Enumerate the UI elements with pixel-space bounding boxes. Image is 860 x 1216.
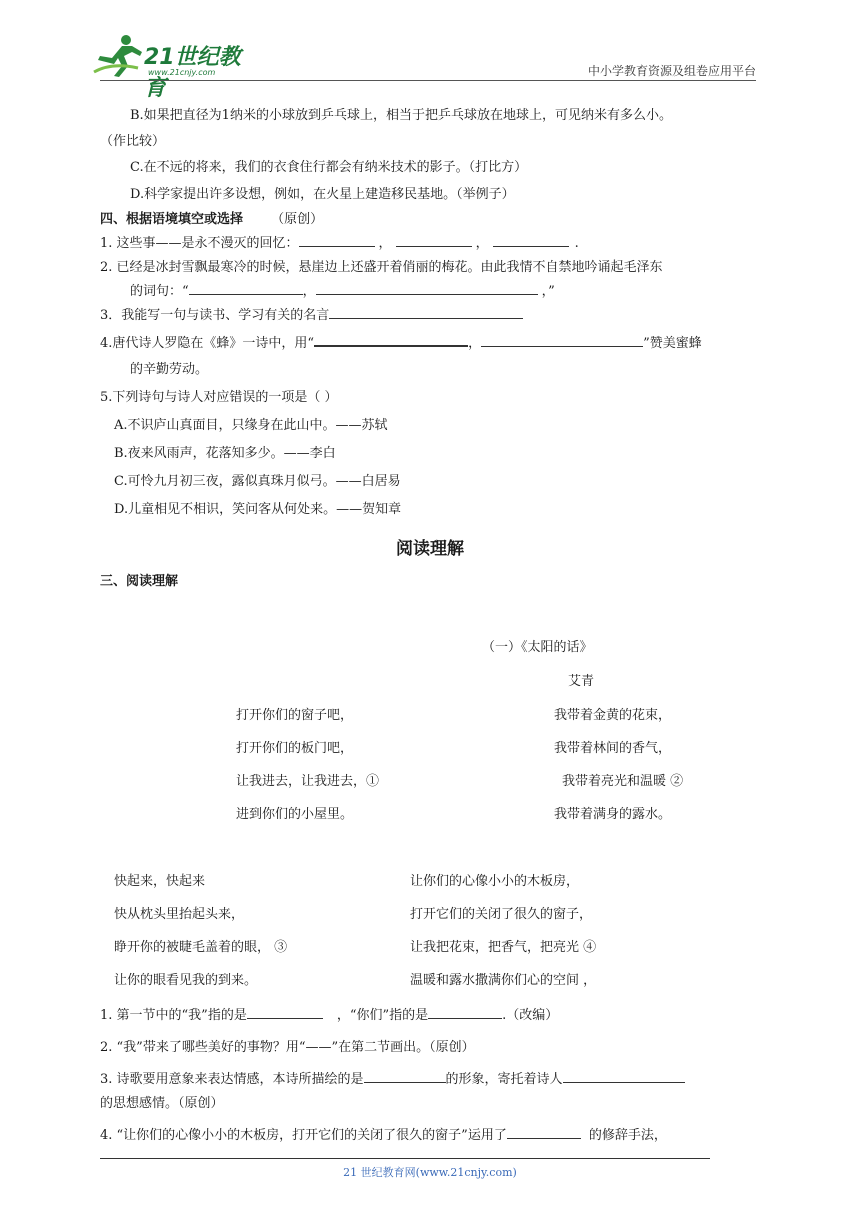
poem-line: 快从枕头里抬起头来，	[114, 907, 245, 922]
blank[interactable]	[364, 1070, 446, 1083]
poem-author: 艾青	[568, 674, 595, 689]
separator: ，	[378, 236, 392, 251]
poem-line: 我带着满身的露水。	[554, 807, 672, 822]
s4-q4-text: 4.唐代诗人罗隐在《蜂》一诗中，用“	[100, 336, 315, 351]
poem-line: 让你们的心像小小的木板房，	[410, 874, 580, 889]
r-q1-text-2: ，“你们”指的是	[336, 1008, 429, 1023]
period: .	[574, 236, 579, 251]
poem-line: 我带着亮光和温暖 ②	[562, 774, 684, 789]
logo-url: www.21cnjy.com	[148, 68, 216, 77]
reading-question-2: 2. “我”带来了哪些美好的事物？用“——”在第二节画出。（原创）	[100, 1040, 475, 1055]
option-b-line1: B.如果把直径为1纳米的小球放到乒乓球上，相当于把乒乓球放在地球上，可见纳米有多么小。	[130, 108, 672, 123]
section4-heading	[100, 208, 323, 227]
poem-line: 快起来，快起来	[114, 874, 206, 889]
poem-line: 打开它们的关闭了很久的窗子，	[410, 907, 593, 922]
running-figure-icon	[92, 32, 146, 78]
r-q3-text-2: 的形象，寄托着诗人	[445, 1072, 563, 1087]
site-logo	[92, 32, 262, 101]
blank[interactable]	[493, 234, 569, 247]
header-divider	[100, 80, 756, 81]
s4-q5-option-b[interactable]: B.夜来风雨声，花落知多少。——李白	[114, 446, 336, 461]
platform-name: 中小学教育资源及组卷应用平台	[587, 64, 756, 78]
blank[interactable]	[299, 234, 375, 247]
blank[interactable]	[481, 334, 643, 347]
s4-question-4-line2: 的辛勤劳动。	[130, 362, 209, 377]
s4-question-2-line2	[130, 280, 555, 299]
option-c: C.在不远的将来，我们的衣食住行都会有纳米技术的影子。（打比方）	[130, 160, 528, 175]
option-b-line2: （作比较）	[100, 134, 166, 149]
reading-section-title: 三、阅读理解	[100, 574, 179, 589]
poem-line: 进到你们的小屋里。	[236, 807, 354, 822]
poem-line: 温暖和露水撒满你们心的空间 ，	[410, 973, 597, 988]
s4-question-4	[100, 332, 702, 351]
s4-q5-option-c[interactable]: C.可怜九月初三夜，露似真珠月似弓。——白居易	[114, 474, 401, 489]
poem-line: 打开你们的窗子吧，	[236, 708, 354, 723]
r-q1-end: .（改编）	[502, 1008, 559, 1023]
blank[interactable]	[316, 282, 538, 295]
closing-quote: ，”	[541, 284, 555, 299]
blank[interactable]	[314, 333, 468, 347]
blank[interactable]	[189, 282, 303, 295]
reading-question-4	[100, 1124, 667, 1143]
blank[interactable]	[428, 1006, 502, 1019]
reading-question-3-line2: 的思想感情。（原创）	[100, 1096, 224, 1111]
separator: ，	[302, 284, 316, 299]
r-q1-text: 1. 第一节中的“我”指的是	[100, 1008, 247, 1023]
s4-q1-text: 1. 这些事——是永不漫灭的回忆：	[100, 236, 299, 251]
s4-q2-text: 的词句：“	[130, 284, 189, 299]
section4-note: （原创）	[271, 212, 324, 227]
s4-question-3	[100, 304, 523, 323]
blank[interactable]	[507, 1126, 581, 1139]
s4-question-1	[100, 232, 579, 251]
logo-text: 21世纪教育	[144, 45, 241, 101]
r-q4-text-2: 的修辞手法，	[588, 1128, 667, 1143]
poem-title: （一）《太阳的话》	[482, 640, 593, 655]
reading-question-3	[100, 1068, 685, 1087]
s4-q4-end: ”赞美蜜蜂	[643, 336, 702, 351]
separator: ，	[468, 336, 482, 351]
reading-question-1	[100, 1004, 558, 1023]
blank[interactable]	[563, 1070, 685, 1083]
poem-line: 让你的眼看见我的到来。	[114, 973, 258, 988]
s4-question-5: 5.下列诗句与诗人对应错误的一项是（ ）	[100, 390, 338, 405]
poem-line: 让我进去，让我进去，①	[236, 774, 380, 789]
blank[interactable]	[247, 1006, 323, 1019]
poem-line: 让我把花束，把香气，把亮光 ④	[410, 940, 597, 955]
poem-line: 我带着金黄的花束，	[554, 708, 672, 723]
blank[interactable]	[329, 306, 523, 319]
s4-q5-option-d[interactable]: D.儿童相见不相识，笑问客从何处来。——贺知章	[114, 502, 402, 517]
reading-center-title: 阅读理解	[396, 539, 464, 559]
poem-line: 打开你们的板门吧，	[236, 741, 354, 756]
footer-link[interactable]: 21 世纪教育网(www.21cnjy.com)	[343, 1166, 517, 1179]
s4-q3-text: 3．我能写一句与读书、学习有关的名言	[100, 308, 330, 323]
s4-question-2-line1: 2. 已经是冰封雪飘最寒冷的时候，悬崖边上还盛开着俏丽的梅花。由此我情不自禁地吟诵起毛泽东	[100, 260, 663, 275]
option-d: D.科学家提出许多设想，例如，在火星上建造移民基地。（举例子）	[130, 187, 515, 202]
poem-line: 睁开你的被睫毛盖着的眼， ③	[114, 940, 288, 955]
s4-q5-option-a[interactable]: A.不识庐山真面目，只缘身在此山中。——苏轼	[114, 418, 388, 433]
poem-line: 我带着林间的香气，	[554, 741, 672, 756]
separator: ，	[475, 236, 489, 251]
section4-title: 四、根据语境填空或选择	[100, 212, 244, 227]
r-q4-text: 4. “让你们的心像小小的木板房，打开它们的关闭了很久的窗子”运用了	[100, 1128, 507, 1143]
blank[interactable]	[396, 234, 472, 247]
r-q3-text: 3. 诗歌要用意象来表达情感，本诗所描绘的是	[100, 1072, 364, 1087]
footer-divider	[100, 1158, 710, 1159]
